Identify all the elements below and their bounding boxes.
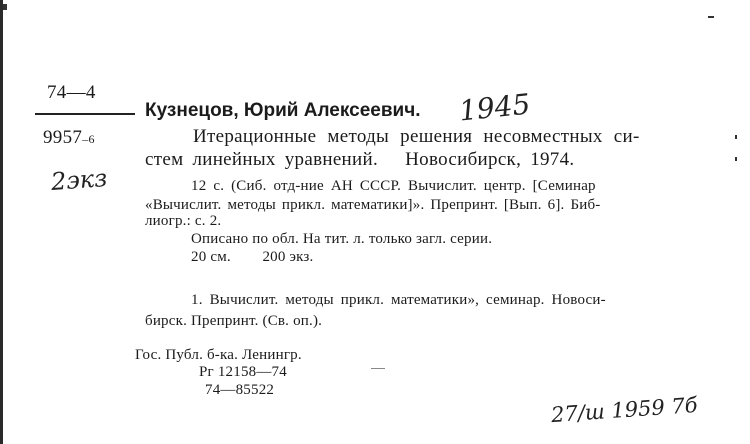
subject-line-2: бирск. Препринт. (Св. оп.). <box>145 313 323 329</box>
call-number-rule <box>35 113 135 115</box>
side-mark <box>735 157 737 161</box>
copies-note: 2экз <box>50 164 109 196</box>
call-number-suffix: –6 <box>82 132 95 146</box>
description-line-3: лиогр.: с. 2. <box>145 213 222 229</box>
corner-mark <box>708 16 714 18</box>
subject-line-1: 1. Вычислит. методы прикл. математики», семинар. Новоси- <box>191 292 606 308</box>
notes-line-1: Описано по обл. На тит. л. только загл. серии. <box>191 231 493 247</box>
title-line-2: стем линейных уравнений. Новосибирск, 1974. <box>145 149 575 170</box>
edge-mark <box>3 4 7 10</box>
call-number-main: 9957 <box>43 127 83 148</box>
library-name: Гос. Публ. б-ка. Ленингр. <box>135 347 302 363</box>
notes-line-2: 20 см. 200 экз. <box>191 249 314 265</box>
call-number-bottom <box>43 127 95 149</box>
side-mark <box>735 135 737 139</box>
handwritten-date: 27/ш 1959 7б <box>550 392 699 428</box>
description-line-1: 12 с. (Сиб. отд-ние АН СССР. Вычислит. центр. [Семинар <box>191 178 596 194</box>
author-name: Кузнецов, Юрий Алексеевич. <box>145 100 421 121</box>
library-registry: Рг 12158—74 <box>199 364 287 380</box>
faint-mark <box>371 368 385 369</box>
description-line-2: «Вычислит. методы прикл. математики]». Препринт. [Вып. 6]. Биб- <box>145 197 601 213</box>
library-number: 74—85522 <box>205 382 275 398</box>
call-number-top: 74—4 <box>47 82 96 103</box>
title-line-1: Итерационные методы решения несовместных си- <box>193 126 640 147</box>
author-year: 1945 <box>457 87 532 128</box>
